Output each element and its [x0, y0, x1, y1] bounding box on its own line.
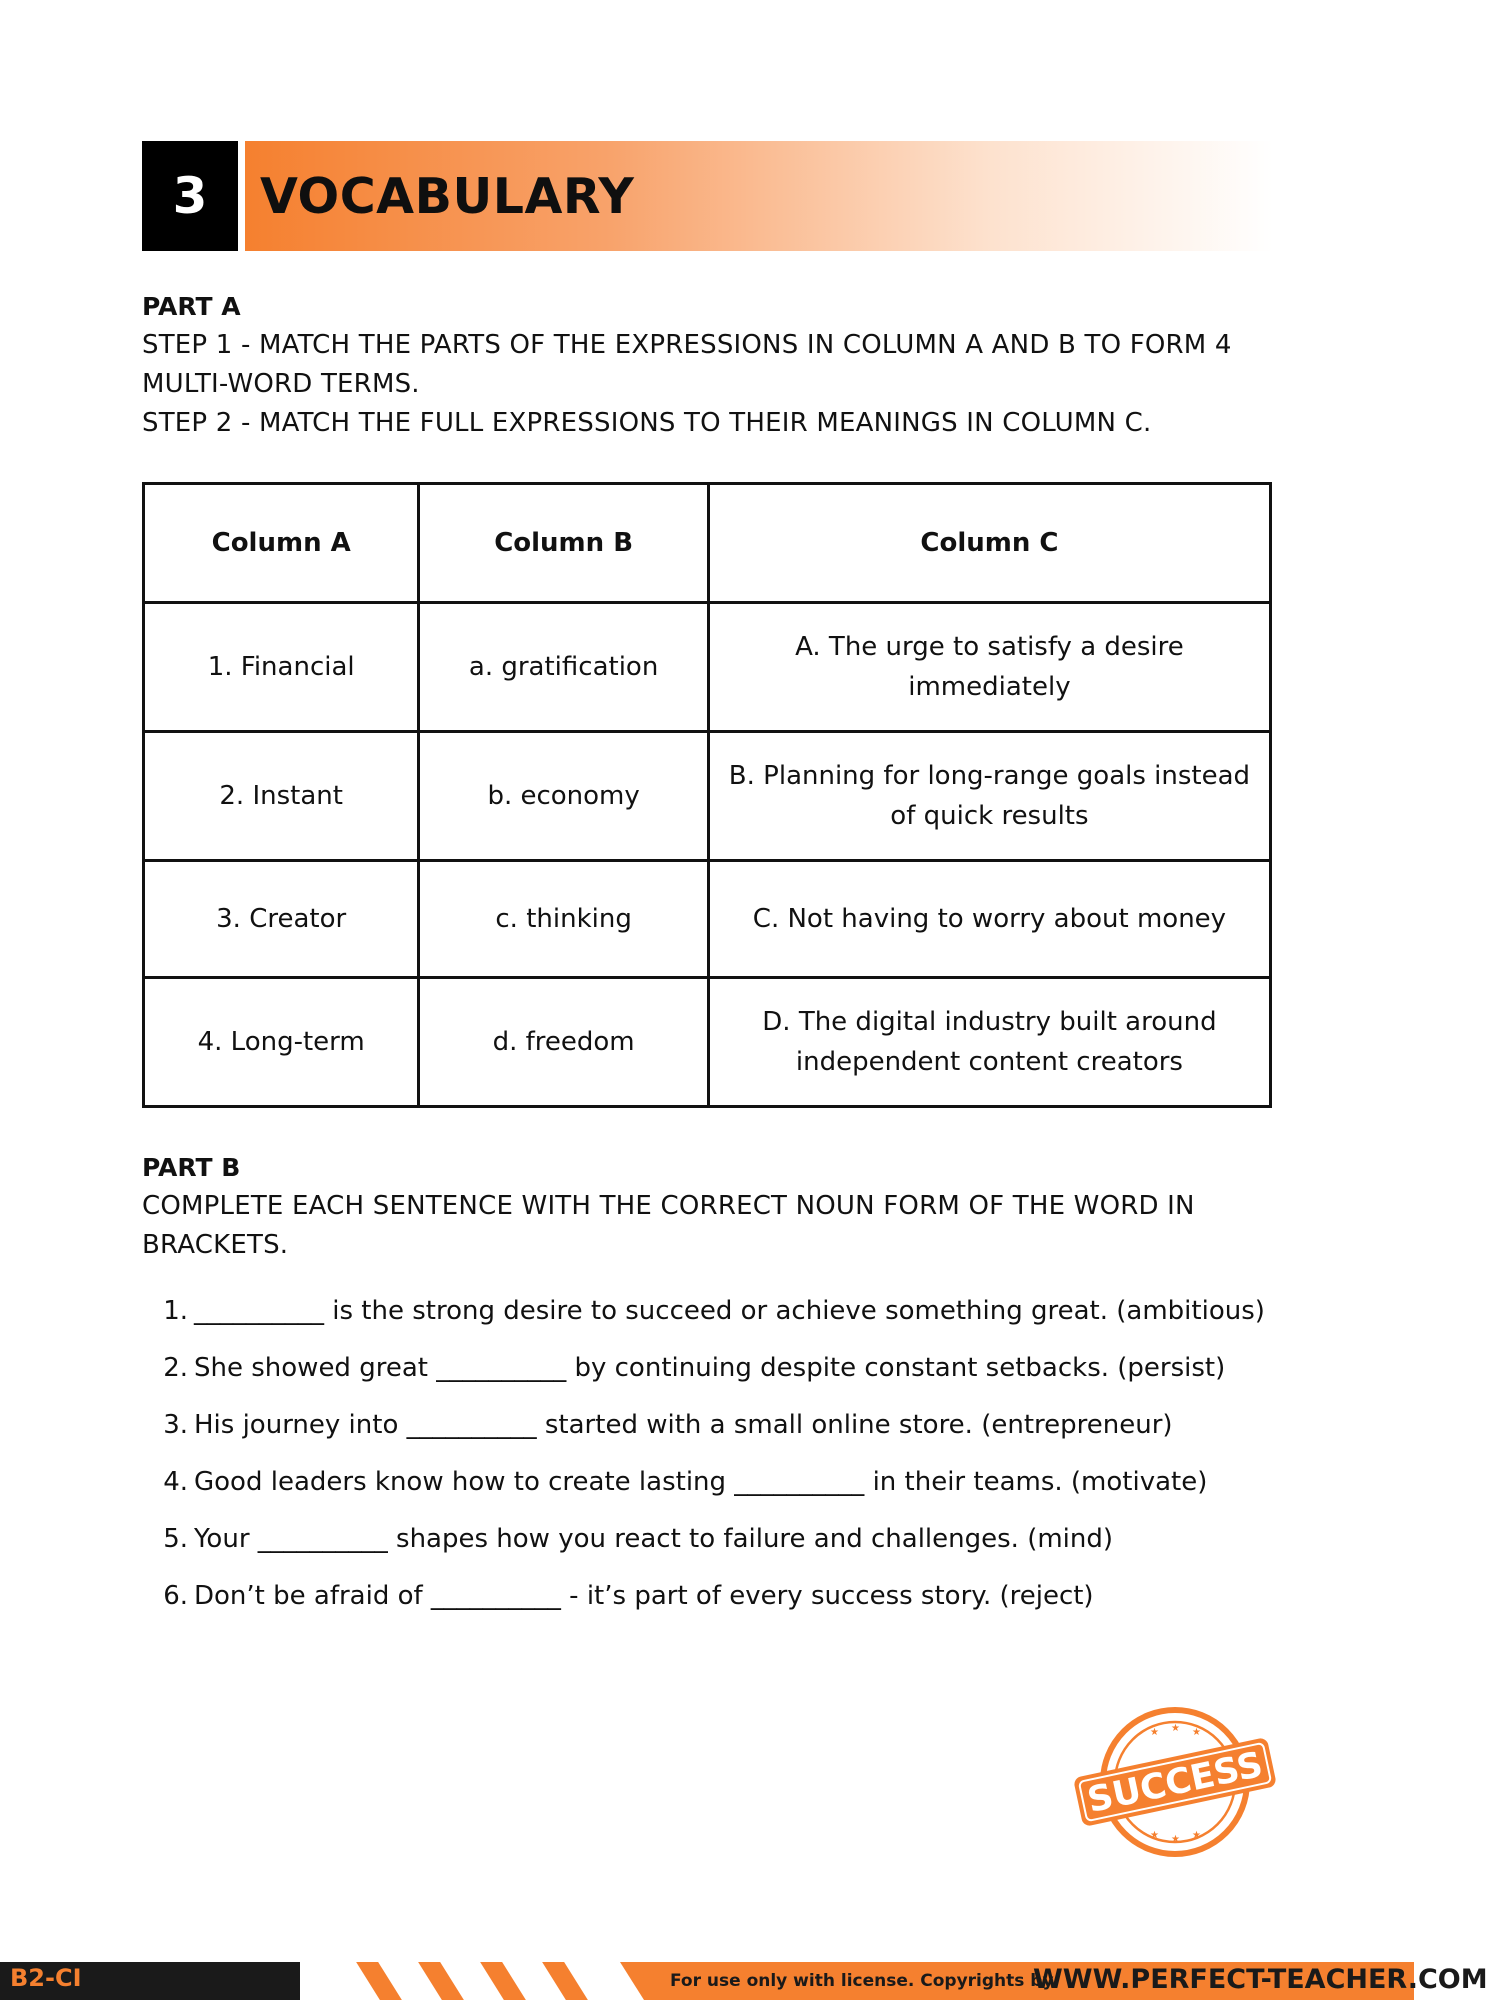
- table-header-row: [144, 484, 1271, 603]
- table-row: [144, 978, 1271, 1107]
- svg-text:★: ★: [1192, 1727, 1201, 1738]
- column-a-cell: 2. Instant: [144, 732, 419, 861]
- item-number: 1.: [163, 1296, 188, 1326]
- decor-stripe: [542, 1962, 588, 2000]
- column-c-cell: B. Planning for long-range goals instead of quick results: [708, 732, 1270, 861]
- decor-stripe: [418, 1962, 464, 2000]
- stamp-text: SUCCESS: [1084, 1744, 1267, 1822]
- instruction-line: COMPLETE EACH SENTENCE WITH THE CORRECT NOUN FORM OF THE WORD IN: [142, 1191, 1195, 1221]
- license-text: For use only with license. Copyrights by: [670, 1971, 1054, 1991]
- svg-text:★: ★: [1192, 1830, 1201, 1841]
- website-link[interactable]: WWW.PERFECT-TEACHER.COM: [1033, 1964, 1488, 1995]
- section-header-bar: [245, 141, 1273, 251]
- column-b-cell: c. thinking: [419, 861, 709, 978]
- svg-text:★: ★: [1171, 1834, 1180, 1845]
- sentence-text: Don’t be afraid of __________ - it’s part of every success story. (reject): [194, 1581, 1094, 1611]
- list-item: [142, 1581, 1265, 1638]
- decor-stripe: [356, 1962, 402, 2000]
- column-b-cell: b. economy: [419, 732, 709, 861]
- column-c-cell: D. The digital industry built around independent content creators: [708, 978, 1270, 1107]
- part-a-label: PART A: [142, 292, 241, 321]
- list-item: [142, 1296, 1265, 1353]
- column-b-cell: a. gratification: [419, 603, 709, 732]
- list-item: [142, 1524, 1265, 1581]
- item-number: 3.: [163, 1410, 188, 1440]
- decor-stripe: [480, 1962, 526, 2000]
- svg-text:★: ★: [1150, 1727, 1159, 1738]
- sentence-list: [142, 1296, 1265, 1638]
- section-title: VOCABULARY: [260, 167, 635, 225]
- level-badge: B2-CI: [10, 1964, 82, 1992]
- column-b-header: Column B: [419, 484, 709, 603]
- part-a-instructions: [142, 326, 1232, 443]
- column-a-header: Column A: [144, 484, 419, 603]
- svg-text:★: ★: [1150, 1830, 1159, 1841]
- table-row: [144, 861, 1271, 978]
- sentence-text: Your __________ shapes how you react to failure and challenges. (mind): [194, 1524, 1114, 1554]
- instruction-line: STEP 1 - MATCH THE PARTS OF THE EXPRESSIONS IN COLUMN A AND B TO FORM 4: [142, 330, 1232, 360]
- instruction-line: BRACKETS.: [142, 1230, 289, 1260]
- sentence-text: Good leaders know how to create lasting __________ in their teams. (motivate): [194, 1467, 1208, 1497]
- instruction-line: STEP 2 - MATCH THE FULL EXPRESSIONS TO THEIR MEANINGS IN COLUMN C.: [142, 408, 1152, 438]
- column-c-header: Column C: [708, 484, 1270, 603]
- column-a-cell: 1. Financial: [144, 603, 419, 732]
- column-a-cell: 3. Creator: [144, 861, 419, 978]
- list-item: [142, 1467, 1265, 1524]
- column-a-cell: 4. Long-term: [144, 978, 419, 1107]
- svg-text:★: ★: [1171, 1723, 1180, 1734]
- item-number: 5.: [163, 1524, 188, 1554]
- table-row: [144, 603, 1271, 732]
- list-item: [142, 1353, 1265, 1410]
- part-b-label: PART B: [142, 1153, 241, 1182]
- list-item: [142, 1410, 1265, 1467]
- instruction-line: MULTI-WORD TERMS.: [142, 369, 420, 399]
- item-number: 2.: [163, 1353, 188, 1383]
- table-row: [144, 732, 1271, 861]
- sentence-text: __________ is the strong desire to succeed or achieve something great. (ambitious): [194, 1296, 1265, 1326]
- footer: [0, 1962, 1488, 2000]
- sentence-text: His journey into __________ started with a small online store. (entrepreneur): [194, 1410, 1173, 1440]
- item-number: 4.: [163, 1467, 188, 1497]
- column-b-cell: d. freedom: [419, 978, 709, 1107]
- sentence-text: She showed great __________ by continuing despite constant setbacks. (persist): [194, 1353, 1226, 1383]
- part-b-instructions: [142, 1187, 1195, 1265]
- column-c-cell: A. The urge to satisfy a desire immediately: [708, 603, 1270, 732]
- matching-table: [142, 482, 1272, 1108]
- section-number: 3: [142, 141, 238, 251]
- column-c-cell: C. Not having to worry about money: [708, 861, 1270, 978]
- item-number: 6.: [163, 1581, 188, 1611]
- success-stamp-icon: [1070, 1705, 1280, 1860]
